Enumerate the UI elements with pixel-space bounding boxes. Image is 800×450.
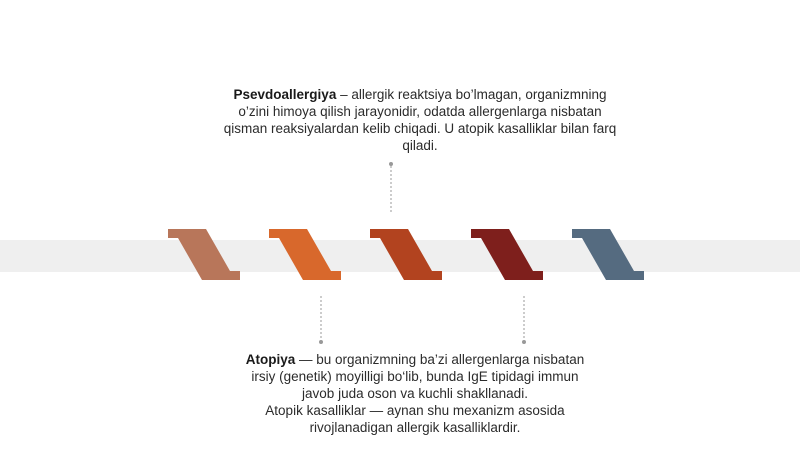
process-steps [168, 229, 644, 280]
psevdoallergiya-note [205, 86, 635, 154]
top-connector-dot [389, 162, 393, 166]
bottom-note-line-5: rivojlanadigan allergik kasalliklardir. [309, 420, 521, 435]
top-note-line-3: qisman reaksiyalardan kelib chiqadi. U atopik kasalliklar bilan farq [223, 121, 617, 136]
bottom-note-line-3: javob juda oson va kuchli shakllanadi. [302, 386, 528, 401]
top-note-line-2: o’zini himoya qilish jarayonidir, odatda allergenlarga nisbatan [238, 104, 602, 119]
top-note-line-1: Psevdoallergiya – allergik reaktsiya bo’lmagan, organizmning [233, 87, 607, 102]
process-step-2 [269, 229, 341, 280]
process-step-1 [168, 229, 240, 280]
bottom-connector-left-dot [319, 340, 323, 344]
bottom-note-line-1: Atopiya — bu organizmning ba’zi allergenlarga nisbatan [245, 352, 585, 367]
atopiya-note [225, 351, 605, 436]
process-step-5 [572, 229, 644, 280]
top-note-term: Psevdoallergiya [233, 87, 337, 102]
process-step-3 [370, 229, 442, 280]
process-step-4 [471, 229, 543, 280]
top-note-line-4: qiladi. [402, 138, 438, 153]
bottom-note-term: Atopiya [245, 352, 296, 367]
bottom-note-line-2: irsiy (genetik) moyilligi bo‘lib, bunda IgE tipidagi immun [251, 369, 579, 384]
bottom-note-line-4: Atopik kasalliklar — aynan shu mexanizm asosida [265, 403, 565, 418]
bottom-connector-right-dot [522, 340, 526, 344]
